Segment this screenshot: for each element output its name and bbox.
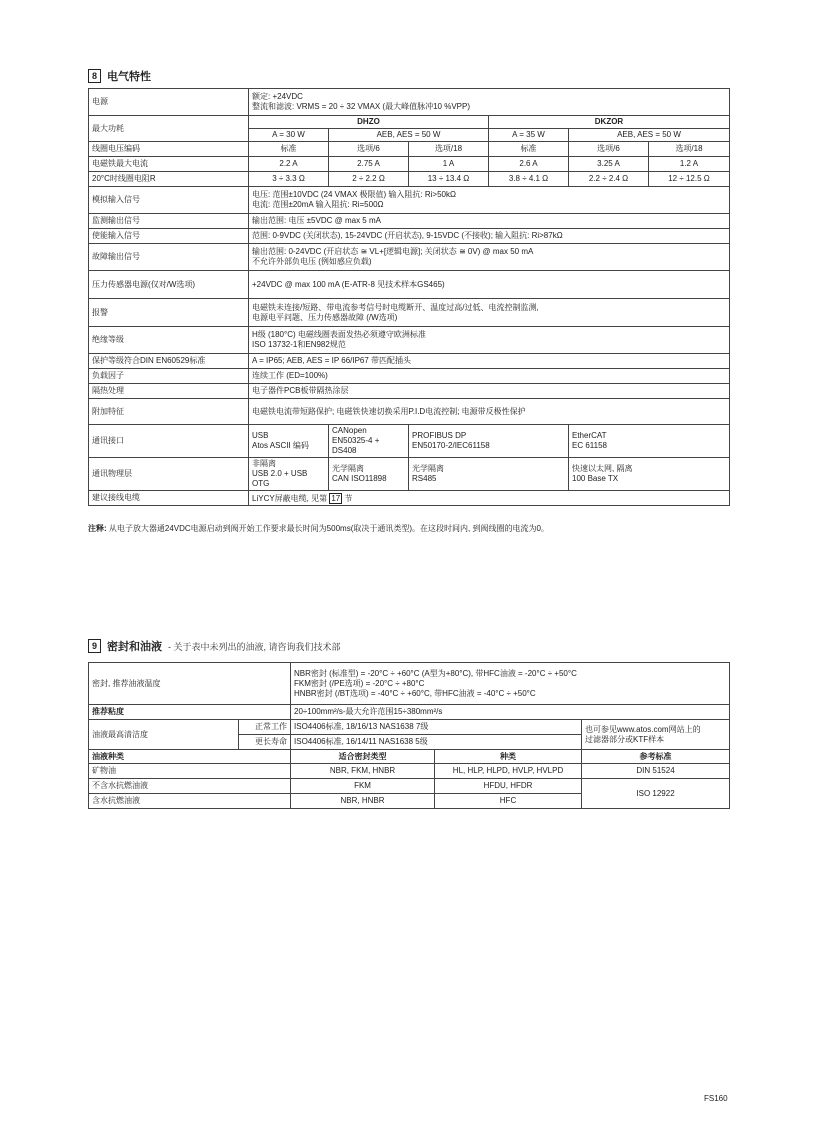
table-row xyxy=(89,425,730,458)
alarm-line-2: 电源电平问题、压力传感器故障 (/W选项) xyxy=(252,312,398,322)
ref-line-2: 过滤器部分或KTF样本 xyxy=(585,734,665,744)
dhzo-header: DHZO xyxy=(249,116,489,129)
cell: 3.25 A xyxy=(569,157,649,172)
cell: EN50325-4 + DS408 xyxy=(332,436,380,455)
cell: USB 2.0 + USB OTG xyxy=(252,469,308,488)
cell: 2.2 A xyxy=(249,157,329,172)
cell: 连续工作 (ED=100%) xyxy=(249,369,730,384)
cell: NBR, HNBR xyxy=(291,794,435,809)
cell: 2.6 A xyxy=(489,157,569,172)
cell: 光学隔离 xyxy=(332,464,364,473)
section-number: 8 xyxy=(88,69,101,83)
cell: Atos ASCII 编码 xyxy=(252,441,309,450)
cell: ISO4406标准, 16/14/11 NAS1638 5级 xyxy=(291,735,582,750)
row-label: 负载因子 xyxy=(89,369,249,384)
table-row xyxy=(89,142,730,157)
cell: 12 ÷ 12.5 Ω xyxy=(649,172,730,187)
row-label: 绝缘等级 xyxy=(89,327,249,354)
table-row xyxy=(89,491,730,506)
cell: A = 35 W xyxy=(489,129,569,142)
column-header: 种类 xyxy=(435,750,582,764)
cell: ISO 12922 xyxy=(582,779,730,809)
cell: EtherCAT xyxy=(572,431,607,440)
cell: USB xyxy=(252,431,269,440)
cell: 3 ÷ 3.3 Ω xyxy=(249,172,329,187)
row-label: 模拟输入信号 xyxy=(89,187,249,214)
table-row xyxy=(89,354,730,369)
row-label: 建议接线电缆 xyxy=(89,491,249,506)
seals-fluids-table xyxy=(88,662,730,809)
cell: 电子器件PCB板带隔热涂层 xyxy=(249,384,730,399)
section-8-title xyxy=(88,68,151,84)
cell: 13 ÷ 13.4 Ω xyxy=(409,172,489,187)
cell: HL, HLP, HLPD, HVLP, HVLPD xyxy=(435,764,582,779)
cell: EC 61158 xyxy=(572,441,607,450)
cell: +24VDC @ max 100 mA (E-ATR-8 见技术样本GS465) xyxy=(249,271,730,299)
row-label: 附加特征 xyxy=(89,399,249,425)
cell: 更长寿命 xyxy=(239,735,291,750)
power-rated: 额定: +24VDC xyxy=(252,92,303,101)
section-subtitle: - 关于表中未列出的油液, 请咨询我们技术部 xyxy=(168,641,341,652)
note-text: 从电子放大器通24VDC电源启动到阀开始工作要求最长时间为500ms(取决于通讯类型)。在这段时间内, 到阀线圈的电流为0。 xyxy=(108,524,549,533)
row-label: 故障输出信号 xyxy=(89,244,249,271)
cell: 选项/6 xyxy=(329,142,409,157)
section-ref-link[interactable]: 17 xyxy=(331,493,341,503)
cell: 2.2 ÷ 2.4 Ω xyxy=(569,172,649,187)
cell: 3.8 ÷ 4.1 Ω xyxy=(489,172,569,187)
section-heading: 电气特性 xyxy=(107,71,151,83)
table-row xyxy=(89,187,730,214)
row-label: 推荐粘度 xyxy=(89,705,291,720)
cell: 20÷100mm²/s-最大允许范围15÷380mm²/s xyxy=(291,705,730,720)
cell: 选项/6 xyxy=(569,142,649,157)
cell: AEB, AES = 50 W xyxy=(329,129,489,142)
fault-line-2: 不允许外部负电压 (例如感应负载) xyxy=(252,257,372,266)
ref-line-1: 也可参见www.atos.com网站上的 xyxy=(585,724,701,734)
cell: 不含水抗燃油液 xyxy=(89,779,291,794)
electrical-specs-table xyxy=(88,88,730,506)
cell: PROFIBUS DP xyxy=(412,431,467,440)
column-header: 油液种类 xyxy=(89,750,291,764)
insulation-line-2: ISO 13732-1和EN982规范 xyxy=(252,340,346,349)
cell: 快速以太网, 隔离 xyxy=(572,464,633,473)
row-label: 油液最高清洁度 xyxy=(89,720,239,750)
table-row xyxy=(89,764,730,779)
alarm-line-1: 电磁铁未连接/短路、带电流参考信号时电缆断开、温度过高/过低、电流控制监测, xyxy=(252,302,539,312)
cable-tail: 节 xyxy=(344,493,353,503)
table-row xyxy=(89,229,730,244)
cell: 电磁铁电流带短路保护; 电磁铁快速切换采用P.I.D电流控制; 电源带反极性保护 xyxy=(249,399,730,425)
table-row xyxy=(89,399,730,425)
analog-voltage: 电压: 范围±10VDC (24 VMAX 极限值) 输入阻抗: Ri>50kΩ xyxy=(252,190,456,199)
cell: 选项/18 xyxy=(649,142,730,157)
row-label: 压力传感器电源(仅对/W选项) xyxy=(89,271,249,299)
row-label: 保护等级符合DIN EN60529标准 xyxy=(89,354,249,369)
table-row xyxy=(89,157,730,172)
cell: AEB, AES = 50 W xyxy=(569,129,730,142)
cell: HFC xyxy=(435,794,582,809)
cell: 标准 xyxy=(249,142,329,157)
cell: 正常工作 xyxy=(239,720,291,735)
table-row xyxy=(89,384,730,399)
table-row xyxy=(89,720,730,735)
table-row xyxy=(89,369,730,384)
cell: 2 ÷ 2.2 Ω xyxy=(329,172,409,187)
table-row xyxy=(89,172,730,187)
table-row xyxy=(89,271,730,299)
table-row xyxy=(89,458,730,491)
dkzor-header: DKZOR xyxy=(489,116,730,129)
table-row xyxy=(89,214,730,229)
table-row xyxy=(89,116,730,129)
row-label: 密封, 推荐油液温度 xyxy=(89,663,291,705)
row-label: 通讯接口 xyxy=(89,425,249,458)
cell: 非隔离 xyxy=(252,459,276,468)
row-label: 线圈电压编码 xyxy=(89,142,249,157)
seal-hnbr: HNBR密封 (/BT选项) = -40°C ÷ +60°C, 带HFC油液 = -40°C ÷ +50°C xyxy=(294,688,536,698)
cell: NBR, FKM, HNBR xyxy=(291,764,435,779)
cell: CANopen xyxy=(332,426,367,435)
table-row xyxy=(89,299,730,327)
cell: 输出范围: 电压 ±5VDC @ max 5 mA xyxy=(249,214,730,229)
cell: 1 A xyxy=(409,157,489,172)
power-rectified: 整流和滤波: VRMS = 20 ÷ 32 VMAX (最大峰值脉冲10 %VPP) xyxy=(252,102,470,111)
cell: 含水抗燃油液 xyxy=(89,794,291,809)
table-row xyxy=(89,663,730,705)
cell: 光学隔离 xyxy=(412,464,444,473)
column-header: 参考标准 xyxy=(582,750,730,764)
cell: DIN 51524 xyxy=(582,764,730,779)
table-row xyxy=(89,244,730,271)
row-label: 电磁铁最大电流 xyxy=(89,157,249,172)
insulation-line-1: H级 (180°C) 电磁线圈表面发热必须遵守欧洲标准 xyxy=(252,330,426,339)
cell: 矿物油 xyxy=(89,764,291,779)
note xyxy=(88,523,738,534)
section-9-title xyxy=(88,638,341,654)
cell: EN50170-2/IEC61158 xyxy=(412,441,490,450)
table-row xyxy=(89,705,730,720)
table-header-row xyxy=(89,750,730,764)
cell: 范围: 0-9VDC (关闭状态), 15-24VDC (开启状态), 9-15VDC (不接收); 输入阻抗: Ri>87kΩ xyxy=(249,229,730,244)
seal-fkm: FKM密封 (/PE选项) = -20°C ÷ +80°C xyxy=(294,678,425,688)
page-number: FS160 xyxy=(704,1094,728,1103)
cable-text: LiYCY屏蔽电缆, 见第 xyxy=(252,493,328,503)
cell: A = IP65; AEB, AES = IP 66/IP67 带匹配插头 xyxy=(249,354,730,369)
fault-line-1: 输出范围: 0-24VDC (开启状态 ≅ VL+[逻辑电源]; 关闭状态 ≅ 0V) @ max 50 mA xyxy=(252,247,534,256)
cell: HFDU, HFDR xyxy=(435,779,582,794)
cell: RS485 xyxy=(412,474,437,483)
row-label: 使能输入信号 xyxy=(89,229,249,244)
row-label: 报警 xyxy=(89,299,249,327)
row-label: 通讯物理层 xyxy=(89,458,249,491)
cell: 选项/18 xyxy=(409,142,489,157)
cell: CAN ISO11898 xyxy=(332,474,387,483)
row-label: 隔热处理 xyxy=(89,384,249,399)
row-label: 电源 xyxy=(89,89,249,116)
section-number: 9 xyxy=(88,639,101,653)
cell: FKM xyxy=(291,779,435,794)
table-row xyxy=(89,89,730,116)
seal-nbr: NBR密封 (标准型) = -20°C ÷ +60°C (A型为+80°C), 带HFC油液 = -20°C ÷ +50°C xyxy=(294,668,577,678)
analog-current: 电流: 范围±20mA 输入阻抗: Ri=500Ω xyxy=(252,200,384,209)
table-row xyxy=(89,327,730,354)
row-label: 最大功耗 xyxy=(89,116,249,142)
cell: 2.75 A xyxy=(329,157,409,172)
note-label: 注释: xyxy=(88,524,109,533)
column-header: 适合密封类型 xyxy=(291,750,435,764)
cell: ISO4406标准, 18/16/13 NAS1638 7级 xyxy=(291,720,582,735)
row-label: 20°C时线圈电阻R xyxy=(89,172,249,187)
cell: 1.2 A xyxy=(649,157,730,172)
cell: A = 30 W xyxy=(249,129,329,142)
row-label: 监测输出信号 xyxy=(89,214,249,229)
table-row xyxy=(89,779,730,794)
cell: 100 Base TX xyxy=(572,474,619,483)
section-heading: 密封和油液 xyxy=(107,641,162,653)
cell: 标准 xyxy=(489,142,569,157)
